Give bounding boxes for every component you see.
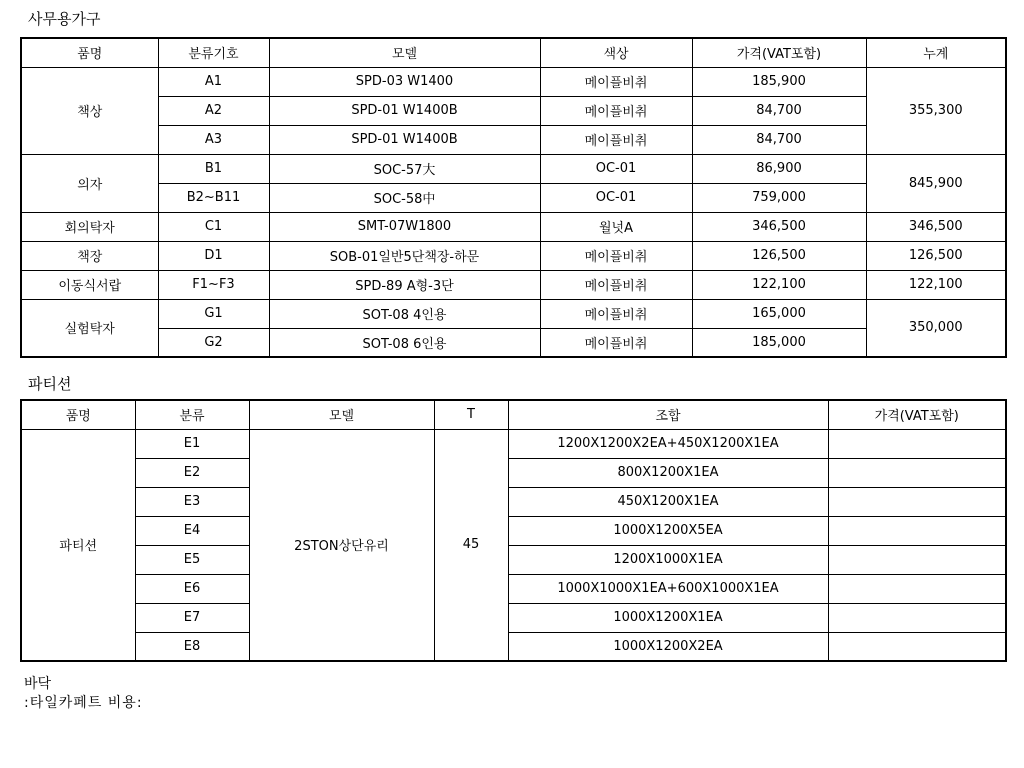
price-cell — [828, 429, 1006, 458]
floor-section-title: 바닥 — [24, 676, 52, 692]
code-cell: G2 — [158, 328, 269, 357]
table-row — [21, 125, 1006, 154]
color-cell: 메이플비취 — [540, 125, 692, 154]
code-cell: C1 — [158, 212, 269, 241]
model-cell: SOT-08 6인용 — [269, 328, 540, 357]
code-cell: A3 — [158, 125, 269, 154]
price-cell: 84,700 — [692, 96, 866, 125]
combination-cell: 1200X1000X1EA — [508, 545, 828, 574]
table-row — [21, 328, 1006, 357]
color-cell: 메이플비취 — [540, 299, 692, 328]
price-cell: 126,500 — [692, 241, 866, 270]
total-cell: 350,000 — [866, 299, 1006, 357]
price-cell: 185,900 — [692, 67, 866, 96]
code-cell: E5 — [135, 545, 249, 574]
code-cell: E2 — [135, 458, 249, 487]
header-category: 분류 — [135, 400, 249, 429]
header-model: 모델 — [269, 38, 540, 67]
color-cell: 메이플비취 — [540, 67, 692, 96]
code-cell: E8 — [135, 632, 249, 661]
total-cell: 122,100 — [866, 270, 1006, 299]
color-cell: 메이플비취 — [540, 270, 692, 299]
price-cell — [828, 632, 1006, 661]
table-row — [21, 487, 1006, 516]
partition-section-title: 파티션 — [28, 375, 72, 393]
header-code: 분류기호 — [158, 38, 269, 67]
office-furniture-table — [20, 37, 1007, 358]
header-total: 누계 — [866, 38, 1006, 67]
combination-cell: 1000X1200X5EA — [508, 516, 828, 545]
tile-carpet-cost-line: :타일카페트 비용: — [24, 695, 143, 711]
code-cell: E6 — [135, 574, 249, 603]
price-cell — [828, 487, 1006, 516]
price-cell — [828, 574, 1006, 603]
combination-cell: 450X1200X1EA — [508, 487, 828, 516]
model-cell: SOC-57大 — [269, 154, 540, 183]
code-cell: E4 — [135, 516, 249, 545]
header-item-name: 품명 — [21, 38, 158, 67]
thickness-cell: 45 — [434, 429, 508, 661]
price-cell: 86,900 — [692, 154, 866, 183]
model-cell: SOB-01일반5단책장-하문 — [269, 241, 540, 270]
combination-cell: 1200X1200X2EA+450X1200X1EA — [508, 429, 828, 458]
partition-table — [20, 399, 1007, 662]
model-cell: 2STON상단유리 — [249, 429, 434, 661]
price-cell: 346,500 — [692, 212, 866, 241]
table-row — [21, 241, 1006, 270]
table-row — [21, 458, 1006, 487]
header-price: 가격(VAT포함) — [692, 38, 866, 67]
price-cell: 759,000 — [692, 183, 866, 212]
color-cell: 메이플비취 — [540, 241, 692, 270]
header-combination: 조합 — [508, 400, 828, 429]
table-row — [21, 67, 1006, 96]
color-cell: 메이플비취 — [540, 96, 692, 125]
code-cell: A1 — [158, 67, 269, 96]
price-cell — [828, 603, 1006, 632]
model-cell: SMT-07W1800 — [269, 212, 540, 241]
table-row — [21, 603, 1006, 632]
total-cell: 126,500 — [866, 241, 1006, 270]
item-name-cell: 실험탁자 — [21, 299, 158, 357]
code-cell: A2 — [158, 96, 269, 125]
table-row — [21, 183, 1006, 212]
price-cell: 165,000 — [692, 299, 866, 328]
combination-cell: 1000X1000X1EA+600X1000X1EA — [508, 574, 828, 603]
price-cell — [828, 458, 1006, 487]
combination-cell: 800X1200X1EA — [508, 458, 828, 487]
item-name-cell: 의자 — [21, 154, 158, 212]
table-row — [21, 516, 1006, 545]
color-cell: OC-01 — [540, 183, 692, 212]
combination-cell: 1000X1200X1EA — [508, 603, 828, 632]
header-price: 가격(VAT포함) — [828, 400, 1006, 429]
table-row — [21, 270, 1006, 299]
total-cell: 845,900 — [866, 154, 1006, 212]
table-row — [21, 632, 1006, 661]
price-cell — [828, 516, 1006, 545]
model-cell: SPD-01 W1400B — [269, 96, 540, 125]
table-row — [21, 96, 1006, 125]
code-cell: E3 — [135, 487, 249, 516]
table-row — [21, 299, 1006, 328]
table-row — [21, 212, 1006, 241]
code-cell: E1 — [135, 429, 249, 458]
total-cell: 355,300 — [866, 67, 1006, 154]
price-cell: 185,000 — [692, 328, 866, 357]
table-row — [21, 574, 1006, 603]
code-cell: D1 — [158, 241, 269, 270]
total-cell: 346,500 — [866, 212, 1006, 241]
model-cell: SOT-08 4인용 — [269, 299, 540, 328]
color-cell: 월넛A — [540, 212, 692, 241]
code-cell: F1~F3 — [158, 270, 269, 299]
item-name-cell: 회의탁자 — [21, 212, 158, 241]
code-cell: B2~B11 — [158, 183, 269, 212]
table-header-row — [21, 38, 1006, 67]
combination-cell: 1000X1200X2EA — [508, 632, 828, 661]
table-row — [21, 154, 1006, 183]
header-color: 색상 — [540, 38, 692, 67]
model-cell: SPD-03 W1400 — [269, 67, 540, 96]
header-item-name: 품명 — [21, 400, 135, 429]
table-row — [21, 429, 1006, 458]
item-name-cell: 파티션 — [21, 429, 135, 661]
model-cell: SPD-01 W1400B — [269, 125, 540, 154]
color-cell: 메이플비취 — [540, 328, 692, 357]
table-header-row — [21, 400, 1006, 429]
model-cell: SOC-58中 — [269, 183, 540, 212]
table-row — [21, 545, 1006, 574]
code-cell: E7 — [135, 603, 249, 632]
furniture-section-title: 사무용가구 — [28, 10, 101, 28]
item-name-cell: 이동식서랍 — [21, 270, 158, 299]
price-cell: 84,700 — [692, 125, 866, 154]
code-cell: B1 — [158, 154, 269, 183]
header-model: 모델 — [249, 400, 434, 429]
item-name-cell: 책상 — [21, 67, 158, 154]
color-cell: OC-01 — [540, 154, 692, 183]
header-thickness: T — [434, 400, 508, 429]
model-cell: SPD-89 A형-3단 — [269, 270, 540, 299]
price-cell — [828, 545, 1006, 574]
item-name-cell: 책장 — [21, 241, 158, 270]
price-cell: 122,100 — [692, 270, 866, 299]
code-cell: G1 — [158, 299, 269, 328]
